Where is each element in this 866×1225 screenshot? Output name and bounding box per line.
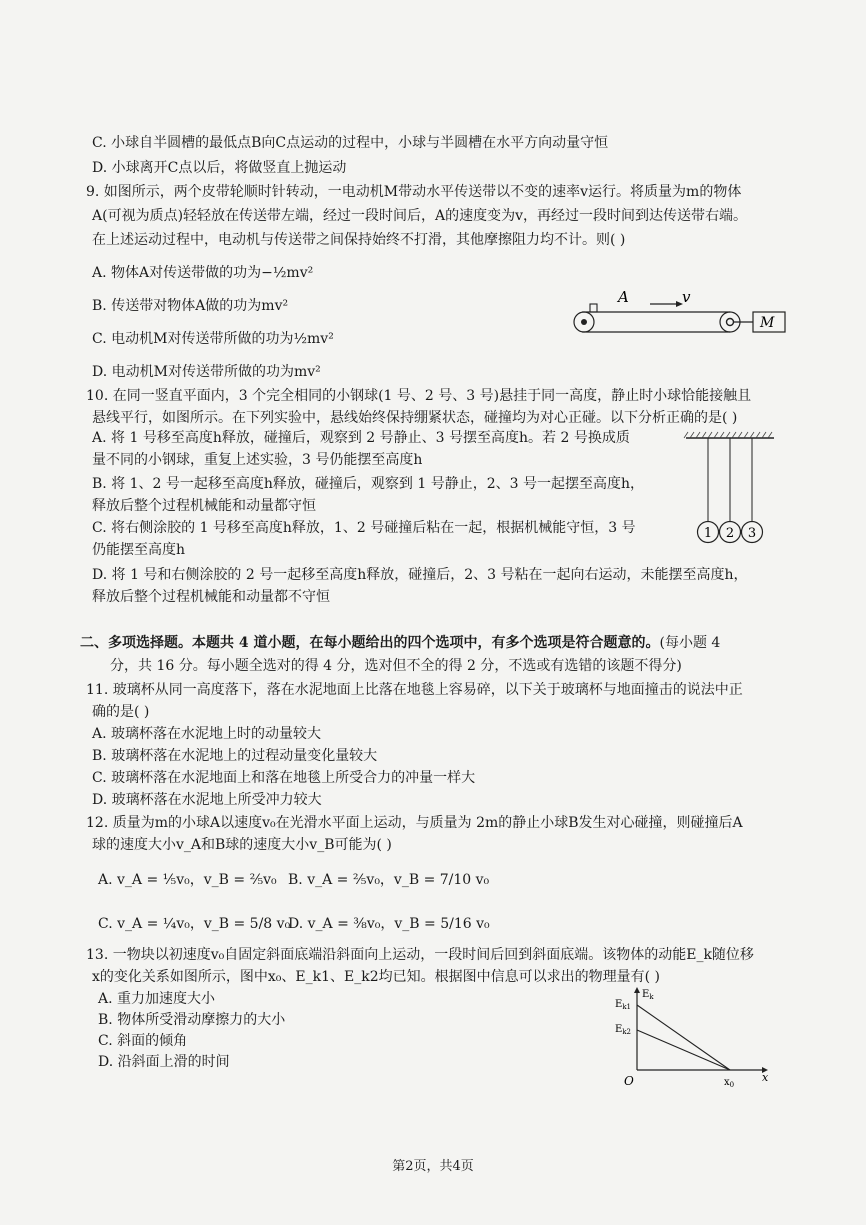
- q9-stem-line3: 在上述运动过程中，电动机与传送带之间保持始终不打滑，其他摩擦阻力均不计。则( ): [92, 232, 626, 248]
- section2-scoring: 分，共 16 分。每小题全选对的得 4 分，选对但不全的得 2 分，不选或有选错的该题不得分): [110, 658, 682, 674]
- block-a: [590, 304, 597, 312]
- q9-option-d: D. 电动机M对传送带所做的功为mv²: [92, 364, 321, 380]
- ek1-line: [637, 1005, 730, 1070]
- velocity-label: v: [682, 288, 691, 306]
- page-footer: 第2页，共4页: [392, 1159, 474, 1174]
- q10-stem-line2: 悬线平行，如图所示。在下列实验中，悬线始终保持绷紧状态，碰撞均为对心正碰。以下分析正确的是( ): [92, 410, 738, 426]
- q11-stem-line2: 确的是( ): [92, 704, 150, 720]
- q9-option-b: B. 传送带对物体A做的功为mv²: [92, 298, 289, 314]
- q10-option-b-line1: B. 将 1、2 号一起移至高度h释放，碰撞后，观察到 1 号静止，2、3 号一起摆至高度h，: [92, 476, 645, 492]
- q10-option-d-line1: D. 将 1 号和右侧涂胶的 2 号一起移至高度h释放，碰撞后，2、3 号粘在一起向右运动，未能摆至高度h，: [92, 567, 748, 583]
- ball-2-label: 2: [725, 526, 735, 541]
- ek2-label: $E_{k2}$: [615, 1024, 632, 1036]
- q11-option-c: C. 玻璃杯落在水泥地面上和落在地毯上所受合力的冲量一样大: [92, 770, 476, 786]
- q13-option-d: D. 沿斜面上滑的时间: [98, 1054, 230, 1070]
- q12-option-c: C. v_A = ¼v₀，v_B = 5/8 v₀: [98, 916, 291, 932]
- q8-option-c: C. 小球自半圆槽的最低点B向C点运动的过程中，小球与半圆槽在水平方向动量守恒: [92, 135, 609, 151]
- q10-option-c-line2: 仍能摆至高度h: [92, 542, 186, 558]
- motor-label: M: [760, 315, 775, 331]
- q10-stem-line1: 10. 在同一竖直平面内，3 个完全相同的小钢球(1 号、2 号、3 号)悬挂于同一高度，静止时小球恰能接触且: [86, 388, 752, 404]
- q13-stem-line2: x的变化关系如图所示，图中x₀、E_k1、E_k2均已知。根据图中信息可以求出的物理量有( ): [92, 969, 660, 985]
- q11-option-a: A. 玻璃杯落在水泥地上时的动量较大: [92, 726, 322, 742]
- q10-option-b-line2: 释放后整个过程机械能和动量都守恒: [92, 498, 316, 514]
- q13-option-a: A. 重力加速度大小: [98, 991, 216, 1007]
- q12-stem-line1: 12. 质量为m的小球A以速度v₀在光滑水平面上运动，与质量为 2m的静止小球B发生对心碰撞，则碰撞后A: [86, 815, 743, 831]
- q10-option-a-line2: 量不同的小钢球，重复上述实验，3 号仍能摆至高度h: [92, 452, 423, 468]
- section2-heading: [80, 633, 720, 653]
- q11-option-b: B. 玻璃杯落在水泥地上的过程动量变化量较大: [92, 748, 378, 764]
- ek-axis-label: $E_k$: [642, 989, 654, 1001]
- q13-option-b: B. 物体所受滑动摩擦力的大小: [98, 1012, 286, 1028]
- q12-stem-line2: 球的速度大小v_A和B球的速度大小v_B可能为( ): [92, 837, 392, 853]
- block-a-label: A: [618, 288, 629, 306]
- ek2-line: [637, 1030, 730, 1070]
- section2-heading-tail: (每小题 4: [659, 635, 721, 651]
- q11-stem-line1: 11. 玻璃杯从同一高度落下，落在水泥地面上比落在地毯上容易碎，以下关于玻璃杯与地面撞击的说法中正: [86, 682, 743, 698]
- q12-option-a: A. v_A = ⅕v₀，v_B = ⅖v₀: [98, 872, 277, 888]
- ball-1-label: 1: [703, 526, 713, 541]
- q9-stem-line1: 9. 如图所示，两个皮带轮顺时针转动，一电动机M带动水平传送带以不变的速率v运行。将质量为m的物体: [86, 184, 742, 200]
- q9-option-a: A. 物体A对传送带做的功为−½mv²: [92, 265, 314, 281]
- q11-option-d: D. 玻璃杯落在水泥地上所受冲力较大: [92, 792, 322, 808]
- x-axis-label: x: [762, 1071, 769, 1084]
- q8-option-d: D. 小球离开C点以后，将做竖直上抛运动: [92, 160, 347, 176]
- q13-option-c: C. 斜面的倾角: [98, 1033, 188, 1049]
- q13-stem-line1: 13. 一物块以初速度v₀自固定斜面底端沿斜面向上运动，一段时间后回到斜面底端。该物体的动能E_k随位移: [86, 947, 754, 963]
- q9-stem-line2: A(可视为质点)轻轻放在传送带左端，经过一段时间后，A的速度变为v，再经过一段时间到达传送带右端。: [92, 208, 748, 224]
- ek1-label: $E_{k1}$: [615, 999, 632, 1011]
- conveyor-diagram: [570, 280, 790, 350]
- q9-option-c: C. 电动机M对传送带所做的功为½mv²: [92, 331, 334, 347]
- q12-option-d: D. v_A = ⅜v₀，v_B = 5/16 v₀: [288, 916, 490, 932]
- ek-x-graph: [612, 985, 772, 1095]
- x0-label: $x_0$: [724, 1077, 735, 1089]
- ball-3-label: 3: [747, 526, 757, 541]
- pendulum-diagram: [680, 430, 780, 555]
- origin-label: O: [624, 1074, 634, 1088]
- section2-heading-bold: 二、多项选择题。本题共 4 道小题，在每小题给出的四个选项中，有多个选项是符合题意的。: [80, 635, 660, 651]
- q10-option-c-line1: C. 将右侧涂胶的 1 号移至高度h释放，1、2 号碰撞后粘在一起，根据机械能守恒，3 号: [92, 520, 636, 536]
- q10-option-a-line1: A. 将 1 号移至高度h释放，碰撞后，观察到 2 号静止、3 号摆至高度h。若 2 号换成质: [92, 430, 630, 446]
- q10-option-d-line2: 释放后整个过程机械能和动量都不守恒: [92, 589, 330, 605]
- q12-option-b: B. v_A = ⅖v₀，v_B = 7/10 v₀: [288, 872, 490, 888]
